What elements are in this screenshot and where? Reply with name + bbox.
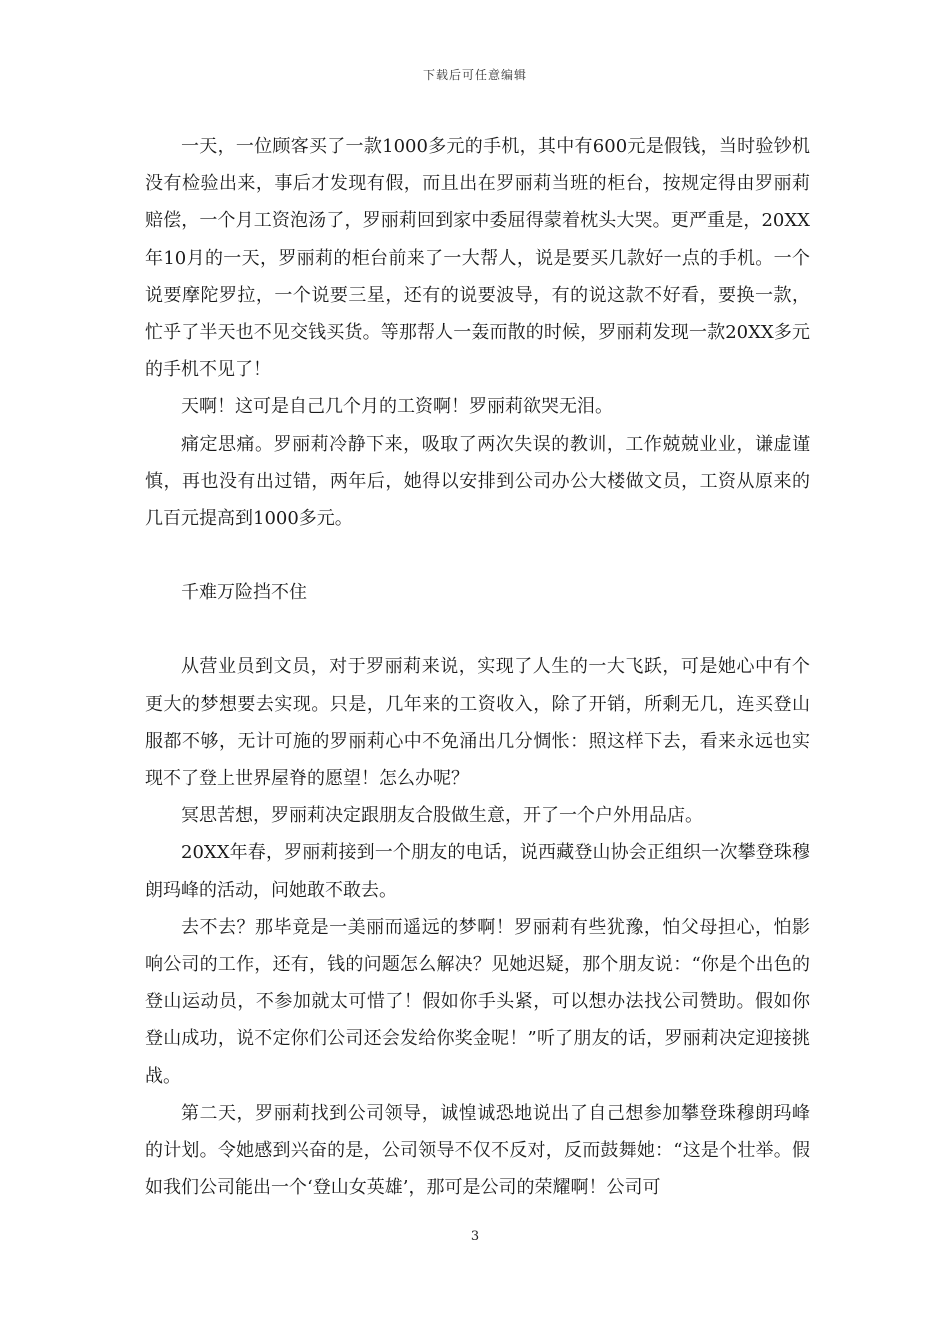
paragraph: 一天，一位顾客买了一款1000多元的手机，其中有600元是假钱，当时验钞机没有检验出来，事后才发现有假，而且出在罗丽莉当班的柜台，按规定得由罗丽莉赔偿，一个月工资泡汤了，罗丽莉回到家中委屈得蒙着枕头大哭。更严重是，20XX年10月的一天，罗丽莉的柜台前来了一大帮人，说是要买几款好一点的手机。一个说要摩陀罗拉，一个说要三星，还有的说要波导，有的说这款不好看，要换一款，忙乎了半天也不见交钱买货。等那帮人一轰而散的时候，罗丽莉发现一款20XX多元的手机不见了！ [145, 136, 810, 381]
paragraph: 20XX年春，罗丽莉接到一个朋友的电话，说西藏登山协会正组织一次攀登珠穆朗玛峰的活动，问她敢不敢去。 [145, 842, 810, 901]
paragraph: 第二天，罗丽莉找到公司领导，诚惶诚恐地说出了自己想参加攀登珠穆朗玛峰的计划。令她感到兴奋的是，公司领导不仅不反对，反而鼓舞她：“这是个壮举。假如我们公司能出一个‘登山女英雄’，那可是公司的荣耀啊！公司可 [145, 1102, 810, 1199]
paragraph: 冥思苦想，罗丽莉决定跟朋友合股做生意，开了一个户外用品店。 [181, 805, 703, 827]
paragraph: 天啊！这可是自己几个月的工资啊！罗丽莉欲哭无泪。 [181, 396, 613, 418]
paragraph: 从营业员到文员，对于罗丽莉来说，实现了人生的一大飞跃，可是她心中有个更大的梦想要去实现。只是，几年来的工资收入，除了开销，所剩无几，连买登山服都不够，无计可施的罗丽莉心中不免涌出几分惆怅：照这样下去，看来永远也实现不了登上世界屋脊的愿望！怎么办呢？ [145, 656, 810, 790]
document-body [145, 128, 810, 1206]
paragraph: 痛定思痛。罗丽莉冷静下来，吸取了两次失误的教训，工作兢兢业业，谦虚谨慎，再也没有出过错，两年后，她得以安排到公司办公大楼做文员，工资从原来的几百元提高到1000多元。 [145, 433, 810, 530]
blank-line [145, 537, 810, 574]
paragraph: 去不去？那毕竟是一美丽而遥远的梦啊！罗丽莉有些犹豫，怕父母担心，怕影响公司的工作，还有，钱的问题怎么解决？见她迟疑，那个朋友说：“你是个出色的登山运动员，不参加就太可惜了！假如你手头紧，可以想办法找公司赞助。假如你登山成功，说不定你们公司还会发给你奖金呢！”听了朋友的话，罗丽莉决定迎接挑战。 [145, 916, 810, 1087]
blank-line [145, 611, 810, 648]
page-number: 3 [470, 1229, 480, 1244]
page-header: 下载后可任意编辑 [422, 68, 527, 82]
section-heading: 千难万险挡不住 [181, 582, 307, 604]
